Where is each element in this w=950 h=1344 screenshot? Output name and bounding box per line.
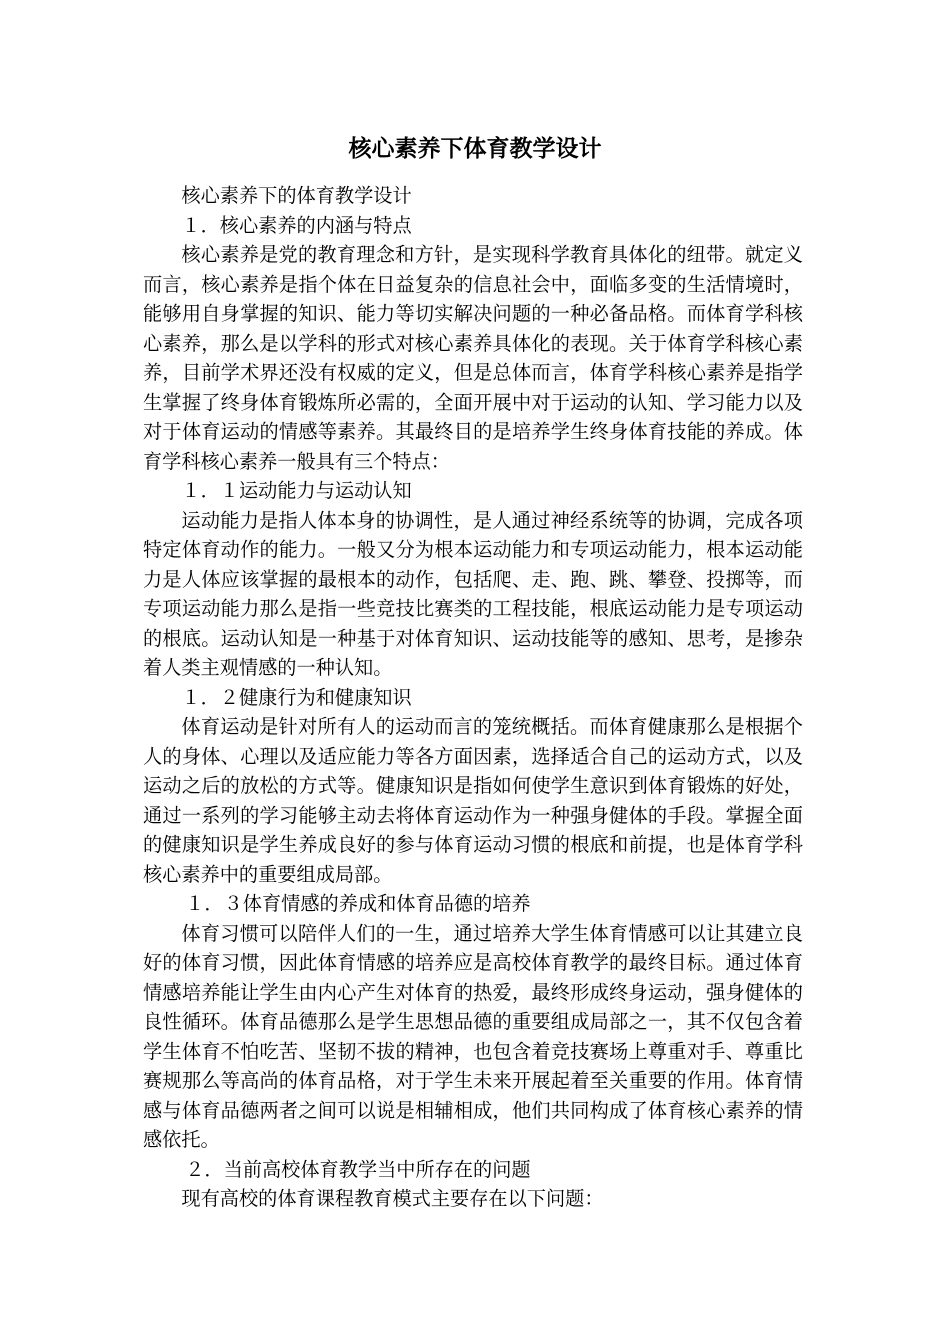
section-heading-1-2: １．２健康行为和健康知识 [181,685,412,709]
section-heading-1-3: １．３体育情感的养成和体育品德的培养 [185,892,531,915]
paragraph-health-knowledge: 体育运动是针对所有人的运动而言的笼统概括。而体育健康那么是根据个人的身体、心理以及适应能力等各方面因素，选择适合自己的运动方式，以及运动之后的放松的方式等。健康知识是指如何使学生意识到体育锻炼的好处，通过一系列的学习能够主动去将体育运动作为一种强身健体的手段。掌握全面的健康知识是学生养成良好的参与体育运动习惯的根底和前提，也是体育学科核心素养中的重要组成局部。 [143,715,803,886]
body-subtitle: 核心素养下的体育教学设计 [181,184,412,207]
paragraph-current-problems: 现有高校的体育课程教育模式主要存在以下问题： [181,1187,604,1210]
section-heading-2: ２．当前高校体育教学当中所存在的问题 [185,1157,531,1181]
section-heading-1-1: １．１运动能力与运动认知 [181,479,412,502]
document-title: 核心素养下体育教学设计 [348,136,602,162]
section-heading-1: １．核心素养的内涵与特点 [181,213,412,237]
paragraph-motor-ability: 运动能力是指人体本身的协调性，是人通过神经系统等的协调，完成各项特定体育动作的能力。一般又分为根本运动能力和专项运动能力，根本运动能力是人体应该掌握的最根本的动作，包括爬、走、跑、跳、攀登、投掷等，而专项运动能力那么是指一些竞技比赛类的工程技能，根底运动能力是专项运动的根底。运动认知是一种基于对体育知识、运动技能等的感知、思考，是掺杂着人类主观情感的一种认知。 [143,508,803,679]
document-body [143,181,803,1214]
paragraph-sports-emotion: 体育习惯可以陪伴人们的一生，通过培养大学生体育情感可以让其建立良好的体育习惯，因此体育情感的培养应是高校体育教学的最终目标。通过体育情感培养能让学生由内心产生对体育的热爱，最终形成终身运动，强身健体的良性循环。体育品德那么是学生思想品德的重要组成局部之一，其不仅包含着学生体育不怕吃苦、坚韧不拔的精神，也包含着竞技赛场上尊重对手、尊重比赛规那么等高尚的体育品格，对于学生未来开展起着至关重要的作用。体育情感与体育品德两者之间可以说是相辅相成，他们共同构成了体育核心素养的情感依托。 [143,921,803,1151]
paragraph-core-literacy-definition: 核心素养是党的教育理念和方针，是实现科学教育具体化的纽带。就定义而言，核心素养是指个体在日益复杂的信息社会中，面临多变的生活情境时，能够用自身掌握的知识、能力等切实解决问题的一种必备品格。而体育学科核心素养，那么是以学科的形式对核心素养具体化的表现。关于体育学科核心素养，目前学术界还没有权威的定义，但是总体而言，体育学科核心素养是指学生掌握了终身体育锻炼所必需的，全面开展中对于运动的认知、学习能力以及对于体育运动的情感等素养。其最终目的是培养学生终身体育技能的养成。体育学科核心素养一般具有三个特点： [143,243,803,473]
